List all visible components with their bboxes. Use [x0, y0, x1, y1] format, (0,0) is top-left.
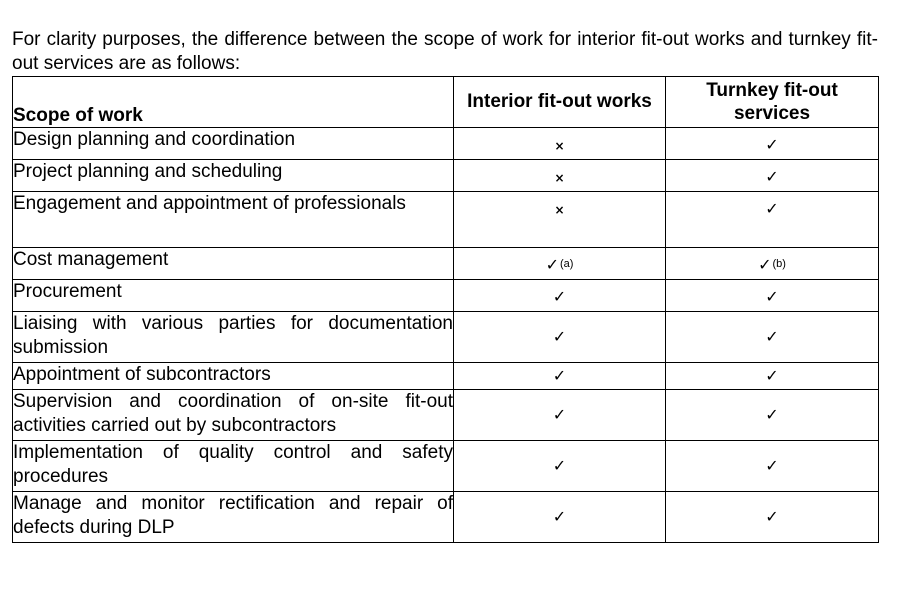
row-label: Project planning and scheduling — [13, 160, 454, 192]
table-row — [13, 441, 879, 492]
turnkey-check-mark: ✓ — [666, 192, 879, 248]
row-label: Manage and monitor rectification and repair of defects during DLP — [13, 492, 454, 543]
interior-cross-mark: × — [454, 160, 666, 192]
interior-check-mark: ✓ — [454, 312, 666, 363]
interior-check-mark: ✓ — [454, 363, 666, 390]
row-label: Liaising with various parties for documentation submission — [13, 312, 454, 363]
row-label: Supervision and coordination of on-site fit-out activities carried out by subcontractors — [13, 390, 454, 441]
turnkey-check-mark: ✓ — [666, 128, 879, 160]
scope-comparison-table — [12, 76, 879, 543]
intro-paragraph: For clarity purposes, the difference between the scope of work for interior fit-out works and turnkey fit-out services are as follows: — [12, 29, 878, 74]
header-scope-of-work: Scope of work — [13, 77, 454, 128]
interior-check-mark: ✓ — [454, 280, 666, 312]
table-header-row — [13, 77, 879, 128]
table-row — [13, 280, 879, 312]
turnkey-check-mark: ✓ — [666, 441, 879, 492]
turnkey-check-mark: ✓ — [666, 390, 879, 441]
table-row — [13, 128, 879, 160]
interior-check-mark: ✓ — [454, 492, 666, 543]
interior-check-mark: ✓ — [454, 441, 666, 492]
footnote-a: (a) — [559, 258, 574, 270]
header-interior-fit-out-works: Interior fit-out works — [454, 77, 666, 128]
footnote-b: (b) — [772, 258, 786, 270]
table-row — [13, 390, 879, 441]
interior-cross-mark: × — [454, 128, 666, 160]
row-label: Engagement and appointment of professionals — [13, 192, 454, 248]
interior-cross-mark: × — [454, 192, 666, 248]
turnkey-check-mark: ✓ — [666, 312, 879, 363]
interior-check-mark: ✓ — [454, 390, 666, 441]
turnkey-check-mark: ✓$^{(b)}$ — [666, 248, 879, 280]
row-label: Appointment of subcontractors — [13, 363, 454, 390]
table-row — [13, 312, 879, 363]
table-row — [13, 248, 879, 280]
turnkey-check-mark: ✓ — [666, 492, 879, 543]
row-label: Design planning and coordination — [13, 128, 454, 160]
row-label: Cost management — [13, 248, 454, 280]
turnkey-check-mark: ✓ — [666, 363, 879, 390]
table-row — [13, 363, 879, 390]
table-row — [13, 492, 879, 543]
turnkey-check-mark: ✓ — [666, 160, 879, 192]
table-row — [13, 160, 879, 192]
interior-check-mark: ✓$^{(a)}$ — [454, 248, 666, 280]
turnkey-check-mark: ✓ — [666, 280, 879, 312]
header-turnkey-fit-out-services: Turnkey fit-out services — [666, 77, 879, 128]
row-label: Implementation of quality control and safety procedures — [13, 441, 454, 492]
row-label: Procurement — [13, 280, 454, 312]
table-row — [13, 192, 879, 248]
